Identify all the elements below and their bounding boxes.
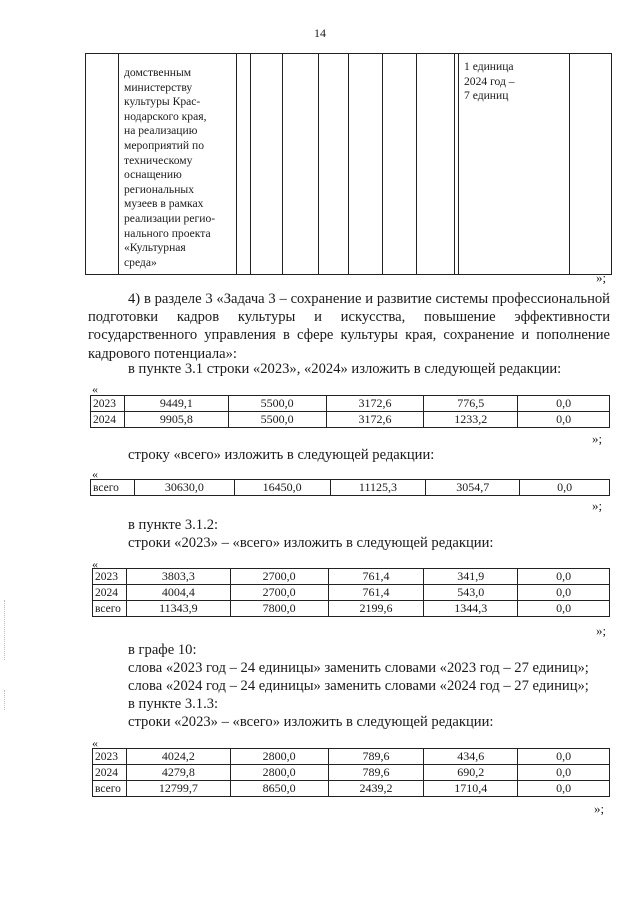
table-total [90,479,610,496]
section-4-paragraph: 4) в разделе 3 «Задача 3 – сохранение и развитие системы профессиональной подготовки кадров культуры и искусства, повышение эффективности государственного управления в сфере культуры края, сохранение и пополнение кадрового потенциала»: [88,291,610,362]
year-cell: всего [93,781,127,797]
table-row [93,765,610,781]
year-cell: 2024 [91,412,125,428]
opening-quote: « [92,467,98,481]
description-line: министерству [124,80,193,94]
column-divider [382,54,383,274]
description-line: мероприятий по [124,138,204,152]
column-divider [454,54,455,274]
rows-3-1-3-text: строки «2023» – «всего» изложить в следующей редакции: [128,714,494,730]
column-10-text: в графе 10: [128,642,197,658]
opening-quote: « [92,382,98,396]
total-text: строку «всего» изложить в следующей редакции: [128,447,435,463]
value-cell: 0,0 [520,480,610,496]
scan-margin-mark [4,690,7,710]
value-cell: 3054,7 [426,480,520,496]
value-cell: 690,2 [424,765,518,781]
description-line: культуры Крас- [124,95,201,109]
year-cell: всего [91,480,135,496]
year-cell: 2024 [93,765,127,781]
units-line: 7 единиц [464,89,509,103]
value-cell: 761,4 [328,569,424,585]
value-cell: 2439,2 [328,781,424,797]
description-line: «Культурная [124,241,186,255]
closing-quote: »; [592,498,603,513]
value-cell: 789,6 [328,749,424,765]
value-cell: 16450,0 [234,480,330,496]
description-line: домственным [124,66,192,79]
units-line: 1 единица [464,60,514,73]
description-line: нального проекта [124,226,211,240]
value-cell: 5500,0 [228,396,326,412]
replace-2024-text: слова «2024 год – 24 единицы» заменить словами «2024 год – 27 единиц»; [128,678,589,694]
value-cell: 1344,3 [424,601,518,617]
description-line: на реализацию [124,124,198,138]
closing-quote: »; [596,623,607,638]
units-line: 2024 год – [464,74,515,88]
year-cell: 2023 [93,569,127,585]
description-line: музеев в рамках [124,197,204,211]
table-row [93,601,610,617]
table-row [91,412,610,428]
description-line: региональных [124,182,195,196]
value-cell: 341,9 [424,569,518,585]
value-cell: 0,0 [518,601,610,617]
fragment-description [124,66,240,270]
value-cell: 2800,0 [230,749,328,765]
value-cell: 0,0 [518,412,610,428]
point-3-1-2-text: в пункте 3.1.2: [128,517,219,533]
value-cell: 0,0 [518,585,610,601]
point-3-1-text: в пункте 3.1 строки «2023», «2024» изложить в следующей редакции: [128,361,562,377]
value-cell: 0,0 [518,765,610,781]
value-cell: 0,0 [518,396,610,412]
closing-quote: »; [596,270,607,285]
year-cell: 2024 [93,585,127,601]
value-cell: 776,5 [424,396,518,412]
value-cell: 761,4 [328,585,424,601]
year-cell: 2023 [93,749,127,765]
closing-quote: »; [594,801,605,816]
value-cell: 12799,7 [126,781,230,797]
value-cell: 3803,3 [126,569,230,585]
value-cell: 5500,0 [228,412,326,428]
value-cell: 2800,0 [230,765,328,781]
page-number: 14 [314,26,326,40]
value-cell: 1233,2 [424,412,518,428]
table-row [93,569,610,585]
value-cell: 1710,4 [424,781,518,797]
column-divider [318,54,319,274]
table-row [93,781,610,797]
year-cell: 2023 [91,396,125,412]
value-cell: 4024,2 [126,749,230,765]
replace-2023-text: слова «2023 год – 24 единицы» заменить словами «2023 год – 27 единиц»; [128,660,589,676]
description-line: реализации регио- [124,211,216,225]
value-cell: 2700,0 [230,569,328,585]
column-divider [348,54,349,274]
table-row [93,585,610,601]
table-3-1 [90,395,610,428]
description-line: среда» [124,255,157,269]
value-cell: 3172,6 [326,412,424,428]
column-divider [569,54,570,274]
opening-quote: « [92,557,98,571]
column-divider [118,54,119,274]
value-cell: 8650,0 [230,781,328,797]
table-row [93,749,610,765]
value-cell: 4279,8 [126,765,230,781]
closing-quote: »; [592,431,603,446]
table-3-1-3 [92,748,610,797]
value-cell: 9449,1 [124,396,228,412]
description-line: нодарского края, [124,109,207,123]
column-divider [458,54,459,274]
value-cell: 2700,0 [230,585,328,601]
value-cell: 11343,9 [126,601,230,617]
value-cell: 9905,8 [124,412,228,428]
opening-quote: « [92,736,98,750]
value-cell: 543,0 [424,585,518,601]
table-row [91,396,610,412]
point-3-1-3-text: в пункте 3.1.3: [128,696,219,712]
column-divider [416,54,417,274]
value-cell: 0,0 [518,781,610,797]
value-cell: 789,6 [328,765,424,781]
column-divider [250,54,251,274]
value-cell: 2199,6 [328,601,424,617]
value-cell: 7800,0 [230,601,328,617]
value-cell: 3172,6 [326,396,424,412]
column-divider [282,54,283,274]
description-line: оснащению [124,168,182,182]
table-row [91,480,610,496]
value-cell: 0,0 [518,749,610,765]
value-cell: 4004,4 [126,585,230,601]
table-3-1-2 [92,568,610,617]
year-cell: всего [93,601,127,617]
rows-3-1-2-text: строки «2023» – «всего» изложить в следующей редакции: [128,535,494,551]
value-cell: 30630,0 [134,480,234,496]
value-cell: 11125,3 [330,480,426,496]
value-cell: 0,0 [518,569,610,585]
fragment-units [464,60,544,104]
scan-margin-mark [4,600,7,660]
value-cell: 434,6 [424,749,518,765]
description-line: техническому [124,153,193,167]
table-fragment [85,53,612,275]
